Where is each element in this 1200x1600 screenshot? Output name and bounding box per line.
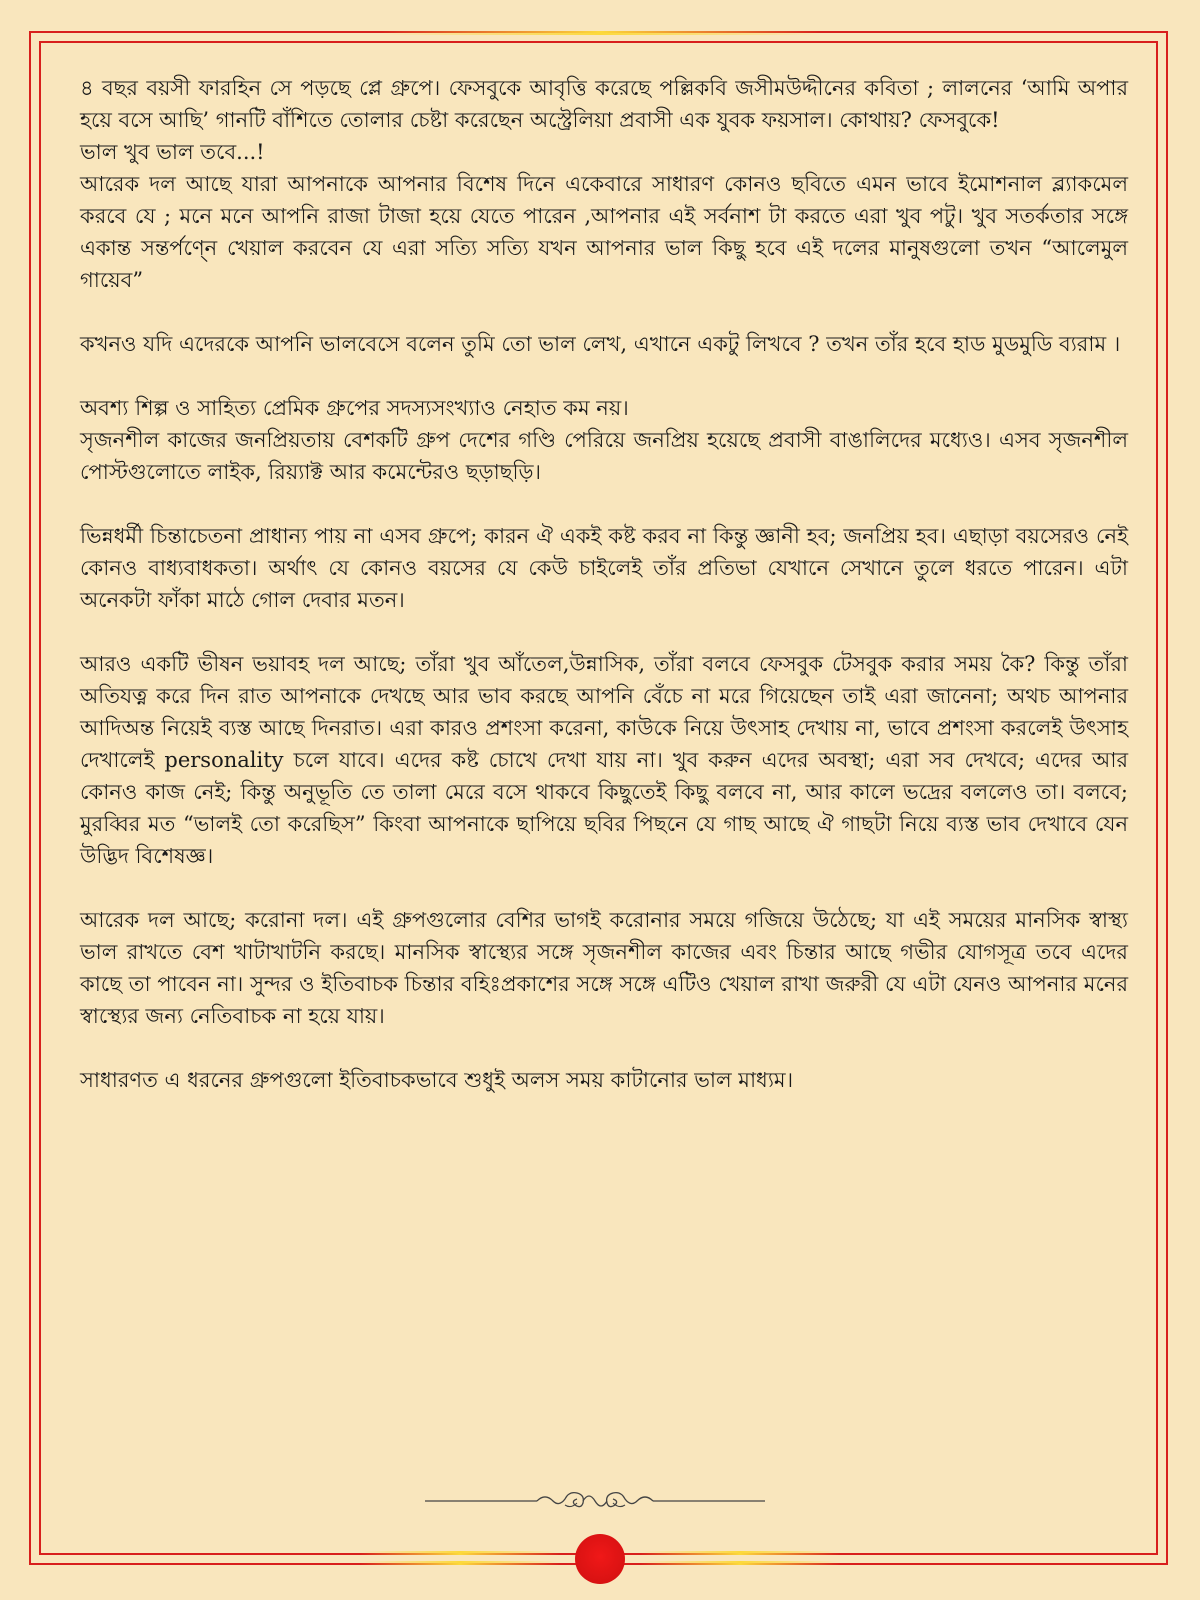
paragraph-1 xyxy=(80,72,1128,296)
paragraph-line: আরও একটি ভীষন ভয়াবহ দল আছে; তাঁরা খুব আঁতেল,উন্নাসিক, তাঁরা বলবে ফেসবুক টেসবুক করার সময় কৈ? কিন্তু তাঁরা অতিযত্ন করে দিন রাত আপনাকে দেখছে আর ভাব করছে আপনি বেঁচে না মরে গিয়েছেন তাই এরা জানেনা; অথচ আপনার আদিঅন্ত নিয়েই ব্যস্ত আছে দিনরাত। এরা কারও প্রশংসা করেনা, কাউকে নিয়ে উৎসাহ দেখায় না, ভাবে প্রশংসা করলেই উৎসাহ দেখালেই personality চলে যাবে। এদের কষ্ট চোখে দেখা যায় না। খুব করুন এদের অবস্থা; এরা সব দেখবে; এদের আর কোনও কাজ নেই; কিন্তু অনুভূতি তে তালা মেরে বসে থাকবে কিছুতেই কিছু বলবে না, আর কালে ভদ্রের বললেও তা। বলবে; মুরব্বির মত “ভালই তো করেছিস” কিংবা আপনাকে ছাপিয়ে ছবির পিছনে যে গাছ আছে ঐ গাছটা নিয়ে ব্যস্ত ভাব দেখাবে যেন উদ্ভিদ বিশেষজ্ঞ। xyxy=(80,652,1128,868)
paragraph-line: কখনও যদি এদেরকে আপনি ভালবেসে বলেন তুমি তো ভাল লেখ, এখানে একটু লিখবে ? তখন তাঁর হবে হাড মুডমুডি ব্যরাম । xyxy=(80,332,1121,356)
paragraph-line: ৪ বছর বয়সী ফারহিন সে পড়ছে প্লে গ্রুপে। ফেসবুকে আবৃত্তি করেছে পল্লিকবি জসীমউদ্দীনের কবিতা ; লালনের ‘আমি অপার হয়ে বসে আছি’ গানটি বাঁশিতে তোলার চেষ্টা করেছেন অস্ট্রেলিয়া প্রবাসী এক যুবক ফয়সাল। কোথায়? ফেসবুকে! xyxy=(80,76,1128,132)
paragraph-line: ভিন্নধর্মী চিন্তাচেতনা প্রাধান্য পায় না এসব গ্রুপে; কারন ঐ একই কষ্ট করব না কিন্তু জ্ঞানী হব; জনপ্রিয় হব। এছাড়া বয়সেরও নেই কোনও বাধ্যবাধকতা। অর্থাৎ যে কোনও বয়সের যে কেউ চাইলেই তাঁর প্রতিভা যেখানে সেখানে তুলে ধরতে পারেন। এটা অনেকটা ফাঁকা মাঠে গোল দেবার মতন। xyxy=(80,524,1128,612)
paragraph-line: সাধারণত এ ধরনের গ্রুপগুলো ইতিবাচকভাবে শুধুই অলস সময় কাটানোর ভাল মাধ্যম। xyxy=(80,1068,794,1092)
paragraph-5 xyxy=(80,648,1128,872)
paragraph-3 xyxy=(80,392,1128,488)
paragraph-2 xyxy=(80,328,1128,360)
paragraph-line: অবশ্য শিল্প ও সাহিত্য প্রেমিক গ্রুপের সদস্যসংখ্যাও নেহাত কম নয়। xyxy=(80,396,629,420)
flourish-divider-icon xyxy=(425,1486,765,1516)
gold-accent-bottom-right-2 xyxy=(640,1561,840,1565)
paragraph-line: সৃজনশীল কাজের জনপ্রিয়তায় বেশকটি গ্রুপ দেশের গণ্ডি পেরিয়ে জনপ্রিয় হয়েছে প্রবাসী বাঙালিদের মধ্যেও। এসব সৃজনশীল পোস্টগুলোতে লাইক, রিয়্যাক্ট আর কমেন্টেরও ছড়াছড়ি। xyxy=(80,428,1128,484)
gold-accent-bottom-left xyxy=(360,1551,560,1555)
paragraph-4 xyxy=(80,520,1128,616)
paragraph-6 xyxy=(80,904,1128,1032)
paragraph-7 xyxy=(80,1064,1128,1096)
paragraph-line: আরেক দল আছে যারা আপনাকে আপনার বিশেষ দিনে একেবারে সাধারণ কোনও ছবিতে এমন ভাবে ইমোশনাল ব্ল্যাকমেল করবে যে ; মনে মনে আপনি রাজা টাজা হয়ে যেতে পারেন ,আপনার এই সর্বনাশ টা করতে এরা খুব পটু। খুব সতর্কতার সঙ্গে একান্ত সন্তর্পণ্নে খেয়াল করবেন যে এরা সত্যি সত্যি যখন আপনার ভাল কিছু হবে এই দলের মানুষগুলো তখন “আলেমুল গায়েব” xyxy=(80,172,1128,292)
red-seal-icon xyxy=(575,1534,625,1584)
paragraph-line: ভাল খুব ভাল তবে...! xyxy=(80,140,265,164)
gold-accent-top xyxy=(380,31,820,35)
gold-accent-bottom-left-2 xyxy=(360,1561,560,1565)
gold-accent-bottom-right xyxy=(640,1551,840,1555)
paragraph-line: আরেক দল আছে; করোনা দল। এই গ্রুপগুলোর বেশির ভাগই করোনার সময়ে গজিয়ে উঠেছে; যা এই সময়ের মানসিক স্বাস্থ্য ভাল রাখতে বেশ খাটাখাটনি করছে। মানসিক স্বাস্থ্যের সঙ্গে সৃজনশীল কাজের এবং চিন্তার আছে গভীর যোগসূত্র তবে এদের কাছে তা পাবেন না। সুন্দর ও ইতিবাচক চিন্তার বহিঃপ্রকাশের সঙ্গে সঙ্গে এটিও খেয়াল রাখা জরুরী যে এটা যেনও আপনার মনের স্বাস্থ্যের জন্য নেতিবাচক না হয়ে যায়। xyxy=(80,908,1128,1028)
article-body xyxy=(80,72,1128,1128)
